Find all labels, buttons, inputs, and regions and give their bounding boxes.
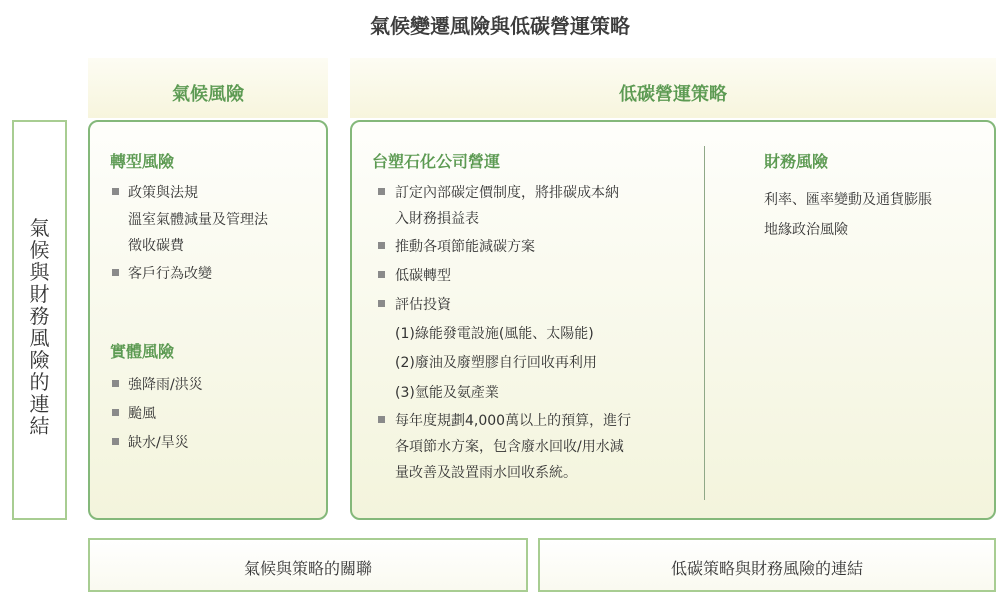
- investment-sub-item: (2)廢油及廢塑膠自行回收再利用: [395, 355, 597, 371]
- square-bullet-icon: [378, 300, 385, 307]
- operations-item-energy-saving: 推動各項節能減碳方案: [395, 239, 535, 255]
- side-label-box: [12, 120, 67, 520]
- physical-risk-heading: 實體風險: [110, 342, 175, 361]
- operations-item-water-cont: 各項節水方案，包含廢水回收/用水減: [395, 439, 624, 455]
- financial-risk-line: 地緣政治風險: [764, 222, 848, 238]
- square-bullet-icon: [112, 188, 119, 195]
- square-bullet-icon: [112, 438, 119, 445]
- side-label-char: 與: [29, 260, 50, 284]
- operations-item-water-cont: 量改善及設置雨水回收系統。: [395, 465, 577, 481]
- low-carbon-strategy-panel: [350, 120, 996, 520]
- square-bullet-icon: [378, 416, 385, 423]
- panel-divider: [704, 146, 705, 500]
- strategy-finance-link-label: 低碳策略與財務風險的連結: [670, 559, 863, 578]
- side-label-char: 連: [29, 392, 50, 416]
- operations-item-transition: 低碳轉型: [395, 268, 451, 284]
- square-bullet-icon: [378, 242, 385, 249]
- climate-risk-header: [88, 58, 328, 118]
- transition-item-policy-detail: 徵收碳費: [128, 238, 184, 254]
- page-title: 氣候變遷風險與低碳營運策略: [370, 14, 630, 38]
- investment-sub-item: (1)綠能發電設施(風能、太陽能): [395, 326, 594, 342]
- square-bullet-icon: [378, 271, 385, 278]
- side-label-char: 的: [29, 370, 50, 394]
- square-bullet-icon: [112, 380, 119, 387]
- climate-strategy-link-box: [88, 538, 528, 592]
- operations-heading: 台塑石化公司營運: [372, 152, 501, 171]
- transition-risk-heading: 轉型風險: [110, 152, 175, 171]
- investment-sub-item: (3)氫能及氨產業: [395, 385, 499, 401]
- climate-strategy-link-label: 氣候與策略的關聯: [243, 559, 372, 578]
- operations-item-carbon-pricing: 訂定內部碳定價制度，將排碳成本納: [395, 185, 619, 201]
- climate-risk-header-label: 氣候風險: [172, 84, 244, 105]
- square-bullet-icon: [112, 409, 119, 416]
- side-label-char: 務: [29, 304, 50, 328]
- climate-risk-panel: [88, 120, 328, 520]
- financial-risk-line: 利率、匯率變動及通貨膨脹: [764, 192, 932, 208]
- side-label-char: 候: [29, 238, 50, 262]
- side-label-char: 風: [29, 326, 50, 350]
- physical-item: 缺水/旱災: [128, 435, 189, 451]
- square-bullet-icon: [378, 188, 385, 195]
- low-carbon-strategy-header-label: 低碳營運策略: [619, 84, 727, 105]
- operations-item-water: 每年度規劃4,000萬以上的預算，進行: [395, 413, 632, 429]
- side-label-char: 氣: [29, 216, 50, 240]
- side-label-char: 結: [29, 414, 50, 438]
- physical-item: 颱風: [128, 406, 156, 422]
- operations-item-carbon-pricing-cont: 入財務損益表: [395, 211, 479, 227]
- square-bullet-icon: [112, 269, 119, 276]
- side-label-text: [14, 217, 65, 437]
- low-carbon-strategy-header: [350, 58, 996, 118]
- transition-item-customer: 客戶行為改變: [128, 266, 212, 282]
- physical-item: 強降雨/洪災: [128, 377, 203, 393]
- transition-item-policy-detail: 溫室氣體減量及管理法: [128, 212, 268, 228]
- side-label-char: 財: [29, 282, 50, 306]
- strategy-finance-link-box: [538, 538, 996, 592]
- financial-risk-heading: 財務風險: [764, 152, 829, 171]
- operations-item-investment: 評估投資: [395, 297, 451, 313]
- side-label-char: 險: [29, 348, 50, 372]
- transition-item-policy: 政策與法規: [128, 185, 198, 201]
